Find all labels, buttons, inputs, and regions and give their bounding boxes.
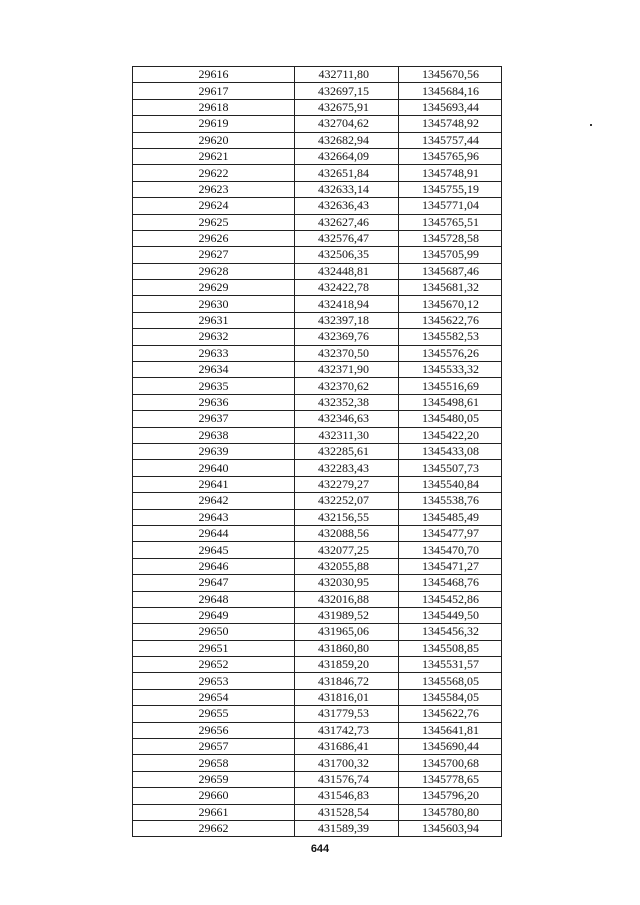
point-number-cell: 29634: [133, 362, 295, 378]
x-coordinate-cell: 431700,32: [295, 755, 399, 771]
y-coordinate-cell: 1345452,86: [399, 591, 502, 607]
x-coordinate-cell: 431528,54: [295, 804, 399, 820]
x-coordinate-cell: 432370,50: [295, 345, 399, 361]
point-number-cell: 29637: [133, 411, 295, 427]
y-coordinate-cell: 1345468,76: [399, 575, 502, 591]
y-coordinate-cell: 1345422,20: [399, 427, 502, 443]
table-row: [133, 427, 502, 443]
y-coordinate-cell: 1345684,16: [399, 83, 502, 99]
y-coordinate-cell: 1345622,76: [399, 312, 502, 328]
x-coordinate-cell: 432279,27: [295, 476, 399, 492]
x-coordinate-cell: 431859,20: [295, 657, 399, 673]
y-coordinate-cell: 1345681,32: [399, 280, 502, 296]
x-coordinate-cell: 432627,46: [295, 214, 399, 230]
x-coordinate-cell: 431965,06: [295, 624, 399, 640]
x-coordinate-cell: 432371,90: [295, 362, 399, 378]
table-row: [133, 394, 502, 410]
y-coordinate-cell: 1345748,92: [399, 116, 502, 132]
x-coordinate-cell: 432682,94: [295, 132, 399, 148]
y-coordinate-cell: 1345690,44: [399, 739, 502, 755]
y-coordinate-cell: 1345603,94: [399, 820, 502, 836]
table-row: [133, 706, 502, 722]
table-row: [133, 820, 502, 836]
y-coordinate-cell: 1345433,08: [399, 443, 502, 459]
point-number-cell: 29658: [133, 755, 295, 771]
point-number-cell: 29648: [133, 591, 295, 607]
table-row: [133, 312, 502, 328]
point-number-cell: 29641: [133, 476, 295, 492]
x-coordinate-cell: 432283,43: [295, 460, 399, 476]
x-coordinate-cell: 432030,95: [295, 575, 399, 591]
point-number-cell: 29652: [133, 657, 295, 673]
x-coordinate-cell: 432448,81: [295, 263, 399, 279]
point-number-cell: 29660: [133, 788, 295, 804]
point-number-cell: 29619: [133, 116, 295, 132]
x-coordinate-cell: 432370,62: [295, 378, 399, 394]
y-coordinate-cell: 1345485,49: [399, 509, 502, 525]
point-number-cell: 29651: [133, 640, 295, 656]
y-coordinate-cell: 1345470,70: [399, 542, 502, 558]
x-coordinate-cell: 432346,63: [295, 411, 399, 427]
x-coordinate-cell: 432088,56: [295, 525, 399, 541]
table-row: [133, 345, 502, 361]
table-row: [133, 116, 502, 132]
table-row: [133, 722, 502, 738]
x-coordinate-cell: 432285,61: [295, 443, 399, 459]
table-row: [133, 230, 502, 246]
point-number-cell: 29628: [133, 263, 295, 279]
x-coordinate-cell: 432397,18: [295, 312, 399, 328]
x-coordinate-cell: 432711,80: [295, 67, 399, 83]
table-row: [133, 181, 502, 197]
table-row: [133, 214, 502, 230]
table-row: [133, 198, 502, 214]
x-coordinate-cell: 432651,84: [295, 165, 399, 181]
table-row: [133, 411, 502, 427]
y-coordinate-cell: 1345540,84: [399, 476, 502, 492]
y-coordinate-cell: 1345796,20: [399, 788, 502, 804]
y-coordinate-cell: 1345480,05: [399, 411, 502, 427]
y-coordinate-cell: 1345584,05: [399, 689, 502, 705]
point-number-cell: 29655: [133, 706, 295, 722]
point-number-cell: 29636: [133, 394, 295, 410]
point-number-cell: 29627: [133, 247, 295, 263]
y-coordinate-cell: 1345765,51: [399, 214, 502, 230]
x-coordinate-cell: 432697,15: [295, 83, 399, 99]
y-coordinate-cell: 1345507,73: [399, 460, 502, 476]
table-row: [133, 673, 502, 689]
x-coordinate-cell: 431686,41: [295, 739, 399, 755]
point-number-cell: 29640: [133, 460, 295, 476]
point-number-cell: 29632: [133, 329, 295, 345]
table-row: [133, 575, 502, 591]
y-coordinate-cell: 1345755,19: [399, 181, 502, 197]
y-coordinate-cell: 1345531,57: [399, 657, 502, 673]
point-number-cell: 29618: [133, 99, 295, 115]
y-coordinate-cell: 1345538,76: [399, 493, 502, 509]
table-row: [133, 443, 502, 459]
scan-speck: [590, 124, 592, 126]
table-row: [133, 362, 502, 378]
point-number-cell: 29659: [133, 771, 295, 787]
table-row: [133, 542, 502, 558]
x-coordinate-cell: 431742,73: [295, 722, 399, 738]
point-number-cell: 29621: [133, 148, 295, 164]
y-coordinate-cell: 1345456,32: [399, 624, 502, 640]
table-row: [133, 460, 502, 476]
table-row: [133, 525, 502, 541]
x-coordinate-cell: 432252,07: [295, 493, 399, 509]
point-number-cell: 29616: [133, 67, 295, 83]
x-coordinate-cell: 431860,80: [295, 640, 399, 656]
y-coordinate-cell: 1345757,44: [399, 132, 502, 148]
x-coordinate-cell: 432636,43: [295, 198, 399, 214]
table-row: [133, 263, 502, 279]
x-coordinate-cell: 431546,83: [295, 788, 399, 804]
x-coordinate-cell: 432352,38: [295, 394, 399, 410]
point-number-cell: 29622: [133, 165, 295, 181]
x-coordinate-cell: 432311,30: [295, 427, 399, 443]
x-coordinate-cell: 431779,53: [295, 706, 399, 722]
point-number-cell: 29642: [133, 493, 295, 509]
table-row: [133, 591, 502, 607]
y-coordinate-cell: 1345748,91: [399, 165, 502, 181]
point-number-cell: 29633: [133, 345, 295, 361]
point-number-cell: 29647: [133, 575, 295, 591]
x-coordinate-cell: 431816,01: [295, 689, 399, 705]
table-row: [133, 804, 502, 820]
table-row: [133, 148, 502, 164]
point-number-cell: 29656: [133, 722, 295, 738]
table-row: [133, 657, 502, 673]
table-row: [133, 83, 502, 99]
point-number-cell: 29639: [133, 443, 295, 459]
table-row: [133, 689, 502, 705]
table-row: [133, 165, 502, 181]
table-row: [133, 329, 502, 345]
point-number-cell: 29625: [133, 214, 295, 230]
x-coordinate-cell: 432077,25: [295, 542, 399, 558]
table-row: [133, 476, 502, 492]
x-coordinate-cell: 431589,39: [295, 820, 399, 836]
table-row: [133, 624, 502, 640]
y-coordinate-cell: 1345516,69: [399, 378, 502, 394]
coordinates-table-body: [133, 67, 502, 837]
y-coordinate-cell: 1345622,76: [399, 706, 502, 722]
y-coordinate-cell: 1345449,50: [399, 607, 502, 623]
page-number: 644: [310, 843, 330, 855]
point-number-cell: 29638: [133, 427, 295, 443]
point-number-cell: 29649: [133, 607, 295, 623]
y-coordinate-cell: 1345533,32: [399, 362, 502, 378]
table-row: [133, 640, 502, 656]
point-number-cell: 29662: [133, 820, 295, 836]
x-coordinate-cell: 432422,78: [295, 280, 399, 296]
table-row: [133, 247, 502, 263]
table-row: [133, 99, 502, 115]
x-coordinate-cell: 432576,47: [295, 230, 399, 246]
table-row: [133, 280, 502, 296]
y-coordinate-cell: 1345705,99: [399, 247, 502, 263]
x-coordinate-cell: 431846,72: [295, 673, 399, 689]
point-number-cell: 29650: [133, 624, 295, 640]
table-row: [133, 771, 502, 787]
y-coordinate-cell: 1345508,85: [399, 640, 502, 656]
y-coordinate-cell: 1345778,65: [399, 771, 502, 787]
coordinates-table: [132, 66, 502, 837]
y-coordinate-cell: 1345582,53: [399, 329, 502, 345]
y-coordinate-cell: 1345670,56: [399, 67, 502, 83]
y-coordinate-cell: 1345780,80: [399, 804, 502, 820]
point-number-cell: 29657: [133, 739, 295, 755]
y-coordinate-cell: 1345687,46: [399, 263, 502, 279]
point-number-cell: 29631: [133, 312, 295, 328]
table-row: [133, 739, 502, 755]
table-row: [133, 509, 502, 525]
y-coordinate-cell: 1345700,68: [399, 755, 502, 771]
y-coordinate-cell: 1345477,97: [399, 525, 502, 541]
table-row: [133, 493, 502, 509]
y-coordinate-cell: 1345641,81: [399, 722, 502, 738]
point-number-cell: 29623: [133, 181, 295, 197]
x-coordinate-cell: 432506,35: [295, 247, 399, 263]
point-number-cell: 29661: [133, 804, 295, 820]
point-number-cell: 29644: [133, 525, 295, 541]
point-number-cell: 29645: [133, 542, 295, 558]
table-row: [133, 378, 502, 394]
point-number-cell: 29620: [133, 132, 295, 148]
y-coordinate-cell: 1345576,26: [399, 345, 502, 361]
y-coordinate-cell: 1345670,12: [399, 296, 502, 312]
x-coordinate-cell: 432675,91: [295, 99, 399, 115]
point-number-cell: 29635: [133, 378, 295, 394]
point-number-cell: 29629: [133, 280, 295, 296]
point-number-cell: 29617: [133, 83, 295, 99]
x-coordinate-cell: 431576,74: [295, 771, 399, 787]
y-coordinate-cell: 1345765,96: [399, 148, 502, 164]
point-number-cell: 29626: [133, 230, 295, 246]
point-number-cell: 29653: [133, 673, 295, 689]
x-coordinate-cell: 432418,94: [295, 296, 399, 312]
x-coordinate-cell: 431989,52: [295, 607, 399, 623]
y-coordinate-cell: 1345728,58: [399, 230, 502, 246]
y-coordinate-cell: 1345568,05: [399, 673, 502, 689]
table-row: [133, 67, 502, 83]
point-number-cell: 29643: [133, 509, 295, 525]
point-number-cell: 29654: [133, 689, 295, 705]
y-coordinate-cell: 1345771,04: [399, 198, 502, 214]
y-coordinate-cell: 1345498,61: [399, 394, 502, 410]
x-coordinate-cell: 432055,88: [295, 558, 399, 574]
table-row: [133, 755, 502, 771]
table-row: [133, 788, 502, 804]
point-number-cell: 29630: [133, 296, 295, 312]
x-coordinate-cell: 432664,09: [295, 148, 399, 164]
y-coordinate-cell: 1345471,27: [399, 558, 502, 574]
table-row: [133, 607, 502, 623]
point-number-cell: 29624: [133, 198, 295, 214]
y-coordinate-cell: 1345693,44: [399, 99, 502, 115]
x-coordinate-cell: 432369,76: [295, 329, 399, 345]
table-row: [133, 132, 502, 148]
table-row: [133, 558, 502, 574]
x-coordinate-cell: 432704,62: [295, 116, 399, 132]
x-coordinate-cell: 432156,55: [295, 509, 399, 525]
table-row: [133, 296, 502, 312]
point-number-cell: 29646: [133, 558, 295, 574]
x-coordinate-cell: 432016,88: [295, 591, 399, 607]
x-coordinate-cell: 432633,14: [295, 181, 399, 197]
